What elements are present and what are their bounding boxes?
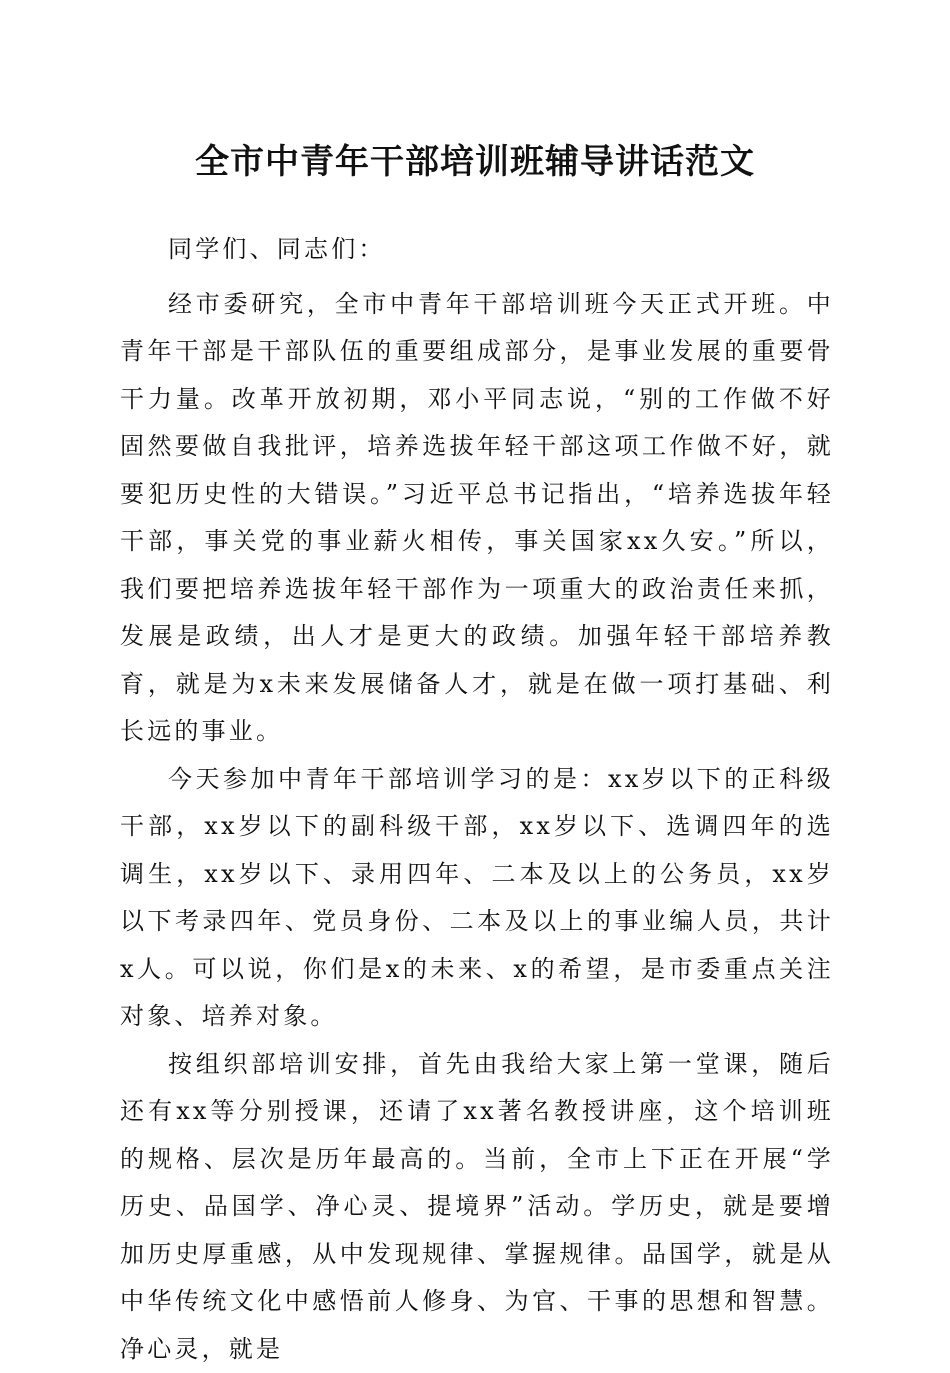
paragraph-2: 今天参加中青年干部培训学习的是：xx岁以下的正科级干部，xx岁以下的副科级干部，xx岁以下、选调四年的选调生，xx岁以下、录用四年、二本及以上的公务员，xx岁以下考录四年、党员身份、二本及以上的事业编人员，共计x人。可以说，你们是x的未来、x的希望，是市委重点关注对象、培养对象。 (120, 756, 834, 1041)
paragraph-1: 经市委研究，全市中青年干部培训班今天正式开班。中青年干部是干部队伍的重要组成部分，是事业发展的重要骨干力量。改革开放初期，邓小平同志说，“别的工作做不好固然要做自我批评，培养选拔年轻干部这项工作做不好，就要犯历史性的大错误。”习近平总书记指出，“培养选拔年轻干部，事关党的事业薪火相传，事关国家xx久安。”所以，我们要把培养选拔年轻干部作为一项重大的政治责任来抓，发展是政绩，出人才是更大的政绩。加强年轻干部培养教育，就是为x未来发展储备人才，就是在做一项打基础、利长远的事业。 (120, 281, 834, 756)
paragraph-3: 按组织部培训安排，首先由我给大家上第一堂课，随后还有xx等分别授课，还请了xx著名教授讲座，这个培训班的规格、层次是历年最高的。当前，全市上下正在开展“学历史、品国学、净心灵、提境界”活动。学历史，就是要增加历史厚重感，从中发现规律、掌握规律。品国学，就是从中华传统文化中感悟前人修身、为官、干事的思想和智慧。净心灵，就是 (120, 1041, 834, 1373)
document-body (120, 226, 834, 1373)
greeting: 同学们、同志们： (120, 226, 834, 274)
document-title: 全市中青年干部培训班辅导讲话范文 (0, 132, 950, 192)
